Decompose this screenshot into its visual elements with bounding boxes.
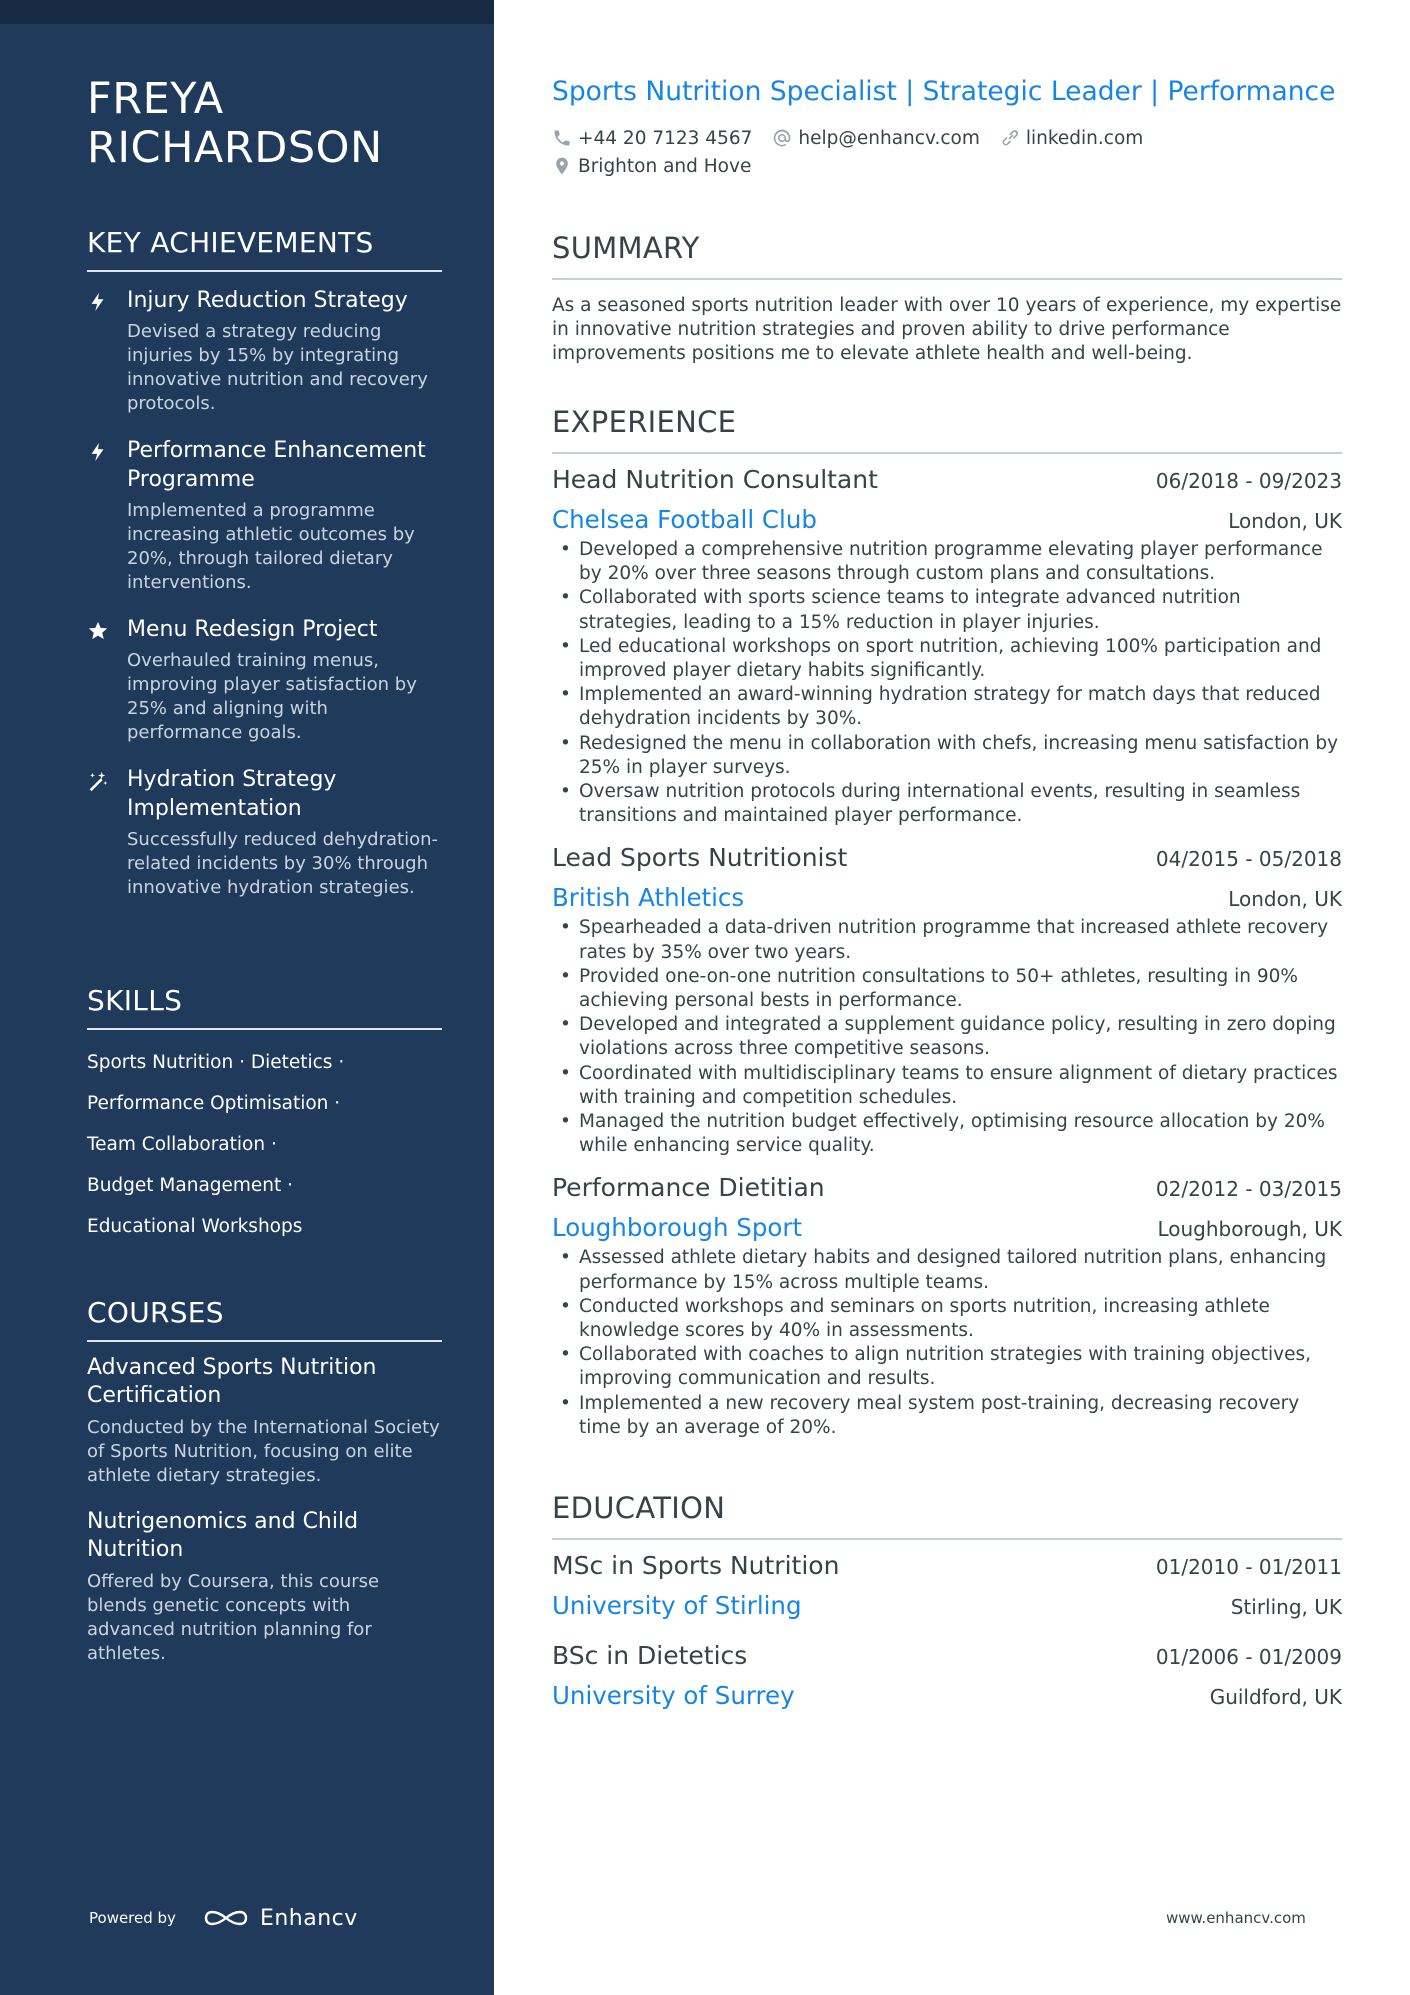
job-bullets <box>552 538 1342 828</box>
job-company: Loughborough Sport <box>552 1213 803 1243</box>
job-bullet: • Assessed athlete dietary habits and designed tailored nutrition plans, enhancing performance by 15% across multiple teams. <box>552 1246 1342 1294</box>
course-desc: Conducted by the International Society of Sports Nutrition, focusing on elite athlete dietary strategies. <box>87 1417 440 1486</box>
job-location: London, UK <box>1228 887 1342 912</box>
achievement-item <box>87 615 442 745</box>
achievements-title: KEY ACHIEVEMENTS <box>87 226 442 272</box>
course-desc: Offered by Coursera, this course blends genetic concepts with advanced nutrition planning for athletes. <box>87 1571 380 1664</box>
bolt-icon <box>87 436 127 595</box>
experience-section <box>552 404 1342 1440</box>
job-dates: 02/2012 - 03/2015 <box>1155 1177 1342 1202</box>
education-school: University of Stirling <box>552 1591 802 1620</box>
phone-contact[interactable] <box>552 128 752 149</box>
job-bullet: • Developed and integrated a supplement guidance policy, resulting in zero doping violations across three competitive seasons. <box>552 1013 1342 1061</box>
job-entry <box>552 464 1342 828</box>
achievement-desc: Devised a strategy reducing injuries by 15% by integrating innovative nutrition and recovery protocols. <box>127 321 428 414</box>
footer-website[interactable]: www.enhancv.com <box>1166 1909 1306 1927</box>
linkedin-text: linkedin.com <box>1025 127 1144 149</box>
location-text: Brighton and Hove <box>578 155 752 177</box>
course-item <box>87 1354 442 1488</box>
enhancv-logo[interactable] <box>202 1905 358 1931</box>
job-company: British Athletics <box>552 883 745 913</box>
job-bullet: • Collaborated with coaches to align nutrition strategies with training objectives, improving communication and results. <box>552 1343 1342 1391</box>
skill-item: Budget Management · <box>87 1175 294 1196</box>
link-icon <box>1000 128 1020 148</box>
job-title: Head Nutrition Consultant <box>552 465 878 494</box>
job-bullet: • Developed a comprehensive nutrition programme elevating player performance by 20% over three seasons through custom plans and consultations. <box>552 538 1342 586</box>
achievement-item <box>87 436 442 595</box>
job-location: Loughborough, UK <box>1157 1217 1342 1242</box>
skill-item: Sports Nutrition · Dietetics · <box>87 1052 345 1073</box>
powered-by-label: Powered by <box>89 1909 176 1927</box>
job-title: Performance Dietitian <box>552 1173 825 1203</box>
education-entry <box>552 1640 1342 1712</box>
education-dates: 01/2010 - 01/2011 <box>1155 1555 1342 1579</box>
education-degree: BSc in Dietetics <box>552 1641 748 1670</box>
job-bullets <box>552 916 1342 1158</box>
achievements-section <box>87 226 442 900</box>
skill-item: Team Collaboration · <box>87 1134 277 1155</box>
achievement-title: Performance Enhancement Programme <box>127 438 426 492</box>
job-location: London, UK <box>1228 509 1342 533</box>
job-bullet: • Implemented an award-winning hydration strategy for match days that reduced dehydration incidents by 30%. <box>552 683 1342 731</box>
course-title: Nutrigenomics and Child Nutrition <box>87 1509 359 1562</box>
achievement-title: Injury Reduction Strategy <box>127 288 408 313</box>
summary-section <box>552 230 1342 366</box>
magic-wand-icon <box>87 765 127 900</box>
powered-by <box>89 1905 358 1931</box>
job-company: Chelsea Football Club <box>552 505 817 534</box>
linkedin-contact[interactable] <box>1000 128 1143 149</box>
job-bullet: • Spearheaded a data-driven nutrition programme that increased athlete recovery rates by 35% over two years. <box>552 916 1342 964</box>
job-bullet: • Led educational workshops on sport nutrition, achieving 100% participation and improved player dietary habits significantly. <box>552 635 1342 683</box>
at-icon <box>772 128 792 148</box>
job-bullet: • Managed the nutrition budget effectively, optimising resource allocation by 20% while enhancing service quality. <box>552 1110 1342 1158</box>
job-dates: 06/2018 - 09/2023 <box>1155 469 1342 493</box>
location-contact <box>552 156 751 177</box>
skill-item: Performance Optimisation · <box>87 1093 341 1114</box>
star-icon <box>87 615 127 745</box>
achievement-desc: Overhauled training menus, improving player satisfaction by 25% and aligning with performance goals. <box>127 650 417 743</box>
education-dates: 01/2006 - 01/2009 <box>1155 1645 1342 1669</box>
skill-item: Educational Workshops <box>87 1216 303 1237</box>
education-location: Stirling, UK <box>1230 1595 1342 1619</box>
summary-text: As a seasoned sports nutrition leader with over 10 years of experience, my expertise in innovative nutrition strategies and proven ability to drive performance improvements positions me to elevate athlete health and well-being. <box>552 295 1342 364</box>
job-bullet: • Redesigned the menu in collaboration with chefs, increasing menu satisfaction by 25% in player surveys. <box>552 732 1342 780</box>
email-text: help@enhancv.com <box>798 127 980 149</box>
achievement-item <box>87 765 442 900</box>
skills-section <box>87 984 442 1247</box>
summary-title: SUMMARY <box>552 230 1342 280</box>
achievement-desc: Successfully reduced dehydration-related incidents by 30% through innovative hydration strategies. <box>127 829 439 898</box>
phone-text: +44 20 7123 4567 <box>578 127 753 149</box>
job-title: Lead Sports Nutritionist <box>552 843 848 873</box>
achievement-title: Hydration Strategy Implementation <box>127 767 337 821</box>
bolt-icon <box>87 286 127 416</box>
education-entry <box>552 1550 1342 1622</box>
sidebar <box>0 0 494 1995</box>
enhancv-logo-icon <box>202 1905 250 1931</box>
skills-title: SKILLS <box>87 984 442 1030</box>
education-title: EDUCATION <box>552 1490 1342 1540</box>
achievement-item <box>87 286 442 416</box>
education-section <box>552 1490 1342 1712</box>
brand-name: Enhancv <box>259 1905 358 1931</box>
job-entry <box>552 1172 1342 1440</box>
experience-title: EXPERIENCE <box>552 404 1342 454</box>
courses-title: COURSES <box>87 1296 442 1342</box>
education-location: Guildford, UK <box>1209 1685 1342 1709</box>
job-bullets <box>552 1246 1342 1440</box>
contact-info <box>552 124 1332 180</box>
education-school: University of Surrey <box>552 1681 795 1710</box>
course-title: Advanced Sports Nutrition Certification <box>87 1355 377 1408</box>
job-bullet: • Coordinated with multidisciplinary teams to ensure alignment of dietary practices with training and competition schedules. <box>552 1062 1342 1110</box>
job-bullet: • Provided one-on-one nutrition consultations to 50+ athletes, resulting in 90% achieving personal bests in performance. <box>552 965 1342 1013</box>
headline: Sports Nutrition Specialist | Strategic Leader | Performance <box>552 76 1336 107</box>
location-pin-icon <box>552 156 572 176</box>
email-contact[interactable] <box>772 128 979 149</box>
sidebar-top-bar <box>0 0 494 24</box>
job-bullet: • Collaborated with sports science teams to integrate advanced nutrition strategies, leading to a 15% reduction in player injuries. <box>552 586 1342 634</box>
phone-icon <box>552 128 572 148</box>
job-entry <box>552 842 1342 1158</box>
achievement-title: Menu Redesign Project <box>127 617 378 642</box>
education-degree: MSc in Sports Nutrition <box>552 1551 840 1580</box>
course-item <box>87 1508 442 1666</box>
achievement-desc: Implemented a programme increasing athletic outcomes by 20%, through tailored dietary interventions. <box>127 500 415 593</box>
courses-section <box>87 1296 442 1666</box>
job-bullet: • Oversaw nutrition protocols during international events, resulting in seamless transitions and maintained player performance. <box>552 780 1342 828</box>
candidate-name: FREYA RICHARDSON <box>87 74 383 173</box>
job-bullet: • Conducted workshops and seminars on sports nutrition, increasing athlete knowledge scores by 40% in assessments. <box>552 1295 1342 1343</box>
job-dates: 04/2015 - 05/2018 <box>1155 847 1342 872</box>
job-bullet: • Implemented a new recovery meal system post-training, decreasing recovery time by an average of 20%. <box>552 1392 1342 1440</box>
